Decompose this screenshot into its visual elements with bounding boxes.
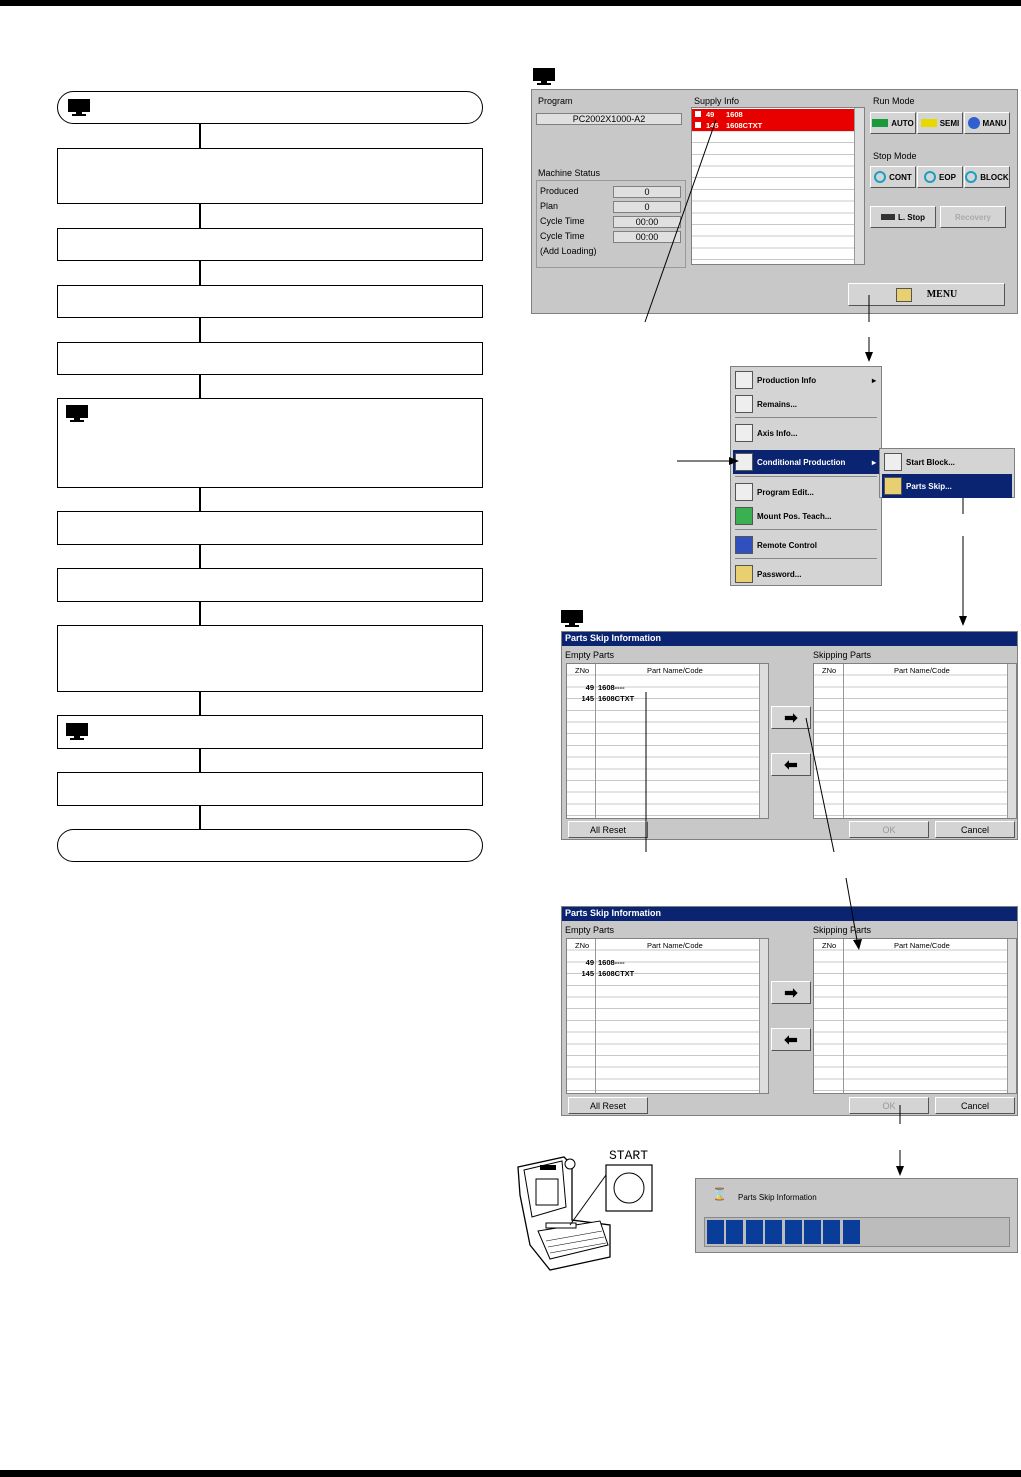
progress-title: Parts Skip Information: [738, 1193, 817, 1202]
empty-parts-label: Empty Parts: [565, 650, 615, 660]
program-label: Program: [538, 96, 573, 106]
submenu-arrow-icon: ▸: [871, 375, 876, 385]
all-reset-button[interactable]: All Reset: [568, 821, 648, 838]
semi-button[interactable]: SEMI: [917, 112, 963, 134]
menu-item-axis-info[interactable]: Axis Info...: [733, 421, 879, 445]
skipping-parts-label: Skipping Parts: [813, 925, 872, 935]
eop-button[interactable]: EOP: [917, 166, 963, 188]
machine-status-group: Produced 0 Plan 0 Cycle Time 00:00 Cycle Time 00:00 (Add Loading): [536, 180, 686, 268]
empty-parts-table[interactable]: ZNo Part Name/Code 49 1608---- 145 1608CTXT: [566, 663, 769, 819]
stop-mode-label: Stop Mode: [873, 151, 917, 161]
supply-info-label: Supply Info: [694, 96, 740, 106]
skipping-parts-table[interactable]: ZNo Part Name/Code: [813, 663, 1017, 819]
empty-parts-label: Empty Parts: [565, 925, 615, 935]
skipping-parts-table[interactable]: ZNo Part Name/Code: [813, 938, 1017, 1094]
menu-button[interactable]: MENU: [848, 283, 1005, 306]
dialog-title: Parts Skip Information: [562, 632, 1017, 646]
cancel-button[interactable]: Cancel: [935, 1097, 1015, 1114]
arrow-left-icon: ⬅: [784, 1031, 798, 1049]
recovery-button[interactable]: Recovery: [940, 206, 1006, 228]
ok-button[interactable]: OK: [849, 821, 929, 838]
block-button[interactable]: BLOCK: [964, 166, 1010, 188]
manu-button[interactable]: MANU: [964, 112, 1010, 134]
program-field: PC2002X1000-A2: [536, 113, 682, 125]
menu-item-mount-pos-teach[interactable]: Mount Pos. Teach...: [733, 504, 879, 528]
run-mode-label: Run Mode: [873, 96, 915, 106]
cont-button[interactable]: CONT: [870, 166, 916, 188]
arrow-left-icon: ⬅: [784, 756, 798, 774]
submenu-arrow-icon: ▸: [871, 457, 876, 467]
arrow-right-icon: ➡: [784, 984, 798, 1002]
machine-status-label: Machine Status: [538, 168, 601, 178]
menu-item-remote-control[interactable]: Remote Control: [733, 533, 879, 557]
empty-parts-table[interactable]: ZNo Part Name/Code 49 1608---- 145 1608CTXT: [566, 938, 769, 1094]
menu-item-parts-skip[interactable]: Parts Skip...: [882, 474, 1012, 498]
all-reset-button[interactable]: All Reset: [568, 1097, 648, 1114]
menu-item-start-block[interactable]: Start Block...: [882, 450, 1012, 474]
auto-button[interactable]: AUTO: [870, 112, 916, 134]
ok-button[interactable]: OK: [849, 1097, 929, 1114]
menu-item-program-edit[interactable]: Program Edit...: [733, 480, 879, 504]
menu-item-conditional-production[interactable]: Conditional Production ▸: [733, 450, 879, 474]
skipping-parts-label: Skipping Parts: [813, 650, 872, 660]
dialog-title: Parts Skip Information: [562, 907, 1017, 921]
supply-row[interactable]: 145 1608CTXT: [692, 120, 855, 131]
menu-item-production-info[interactable]: Production Info ▸: [733, 368, 879, 392]
menu-item-remains[interactable]: Remains...: [733, 392, 879, 416]
menu-item-password[interactable]: Password...: [733, 562, 879, 586]
l-stop-button[interactable]: L. Stop: [870, 206, 936, 228]
hourglass-icon: ⌛: [712, 1187, 727, 1201]
arrow-right-icon: ➡: [784, 709, 798, 727]
supply-row[interactable]: 49 1608: [692, 109, 855, 120]
start-label: START: [609, 1148, 649, 1163]
cancel-button[interactable]: Cancel: [935, 821, 1015, 838]
